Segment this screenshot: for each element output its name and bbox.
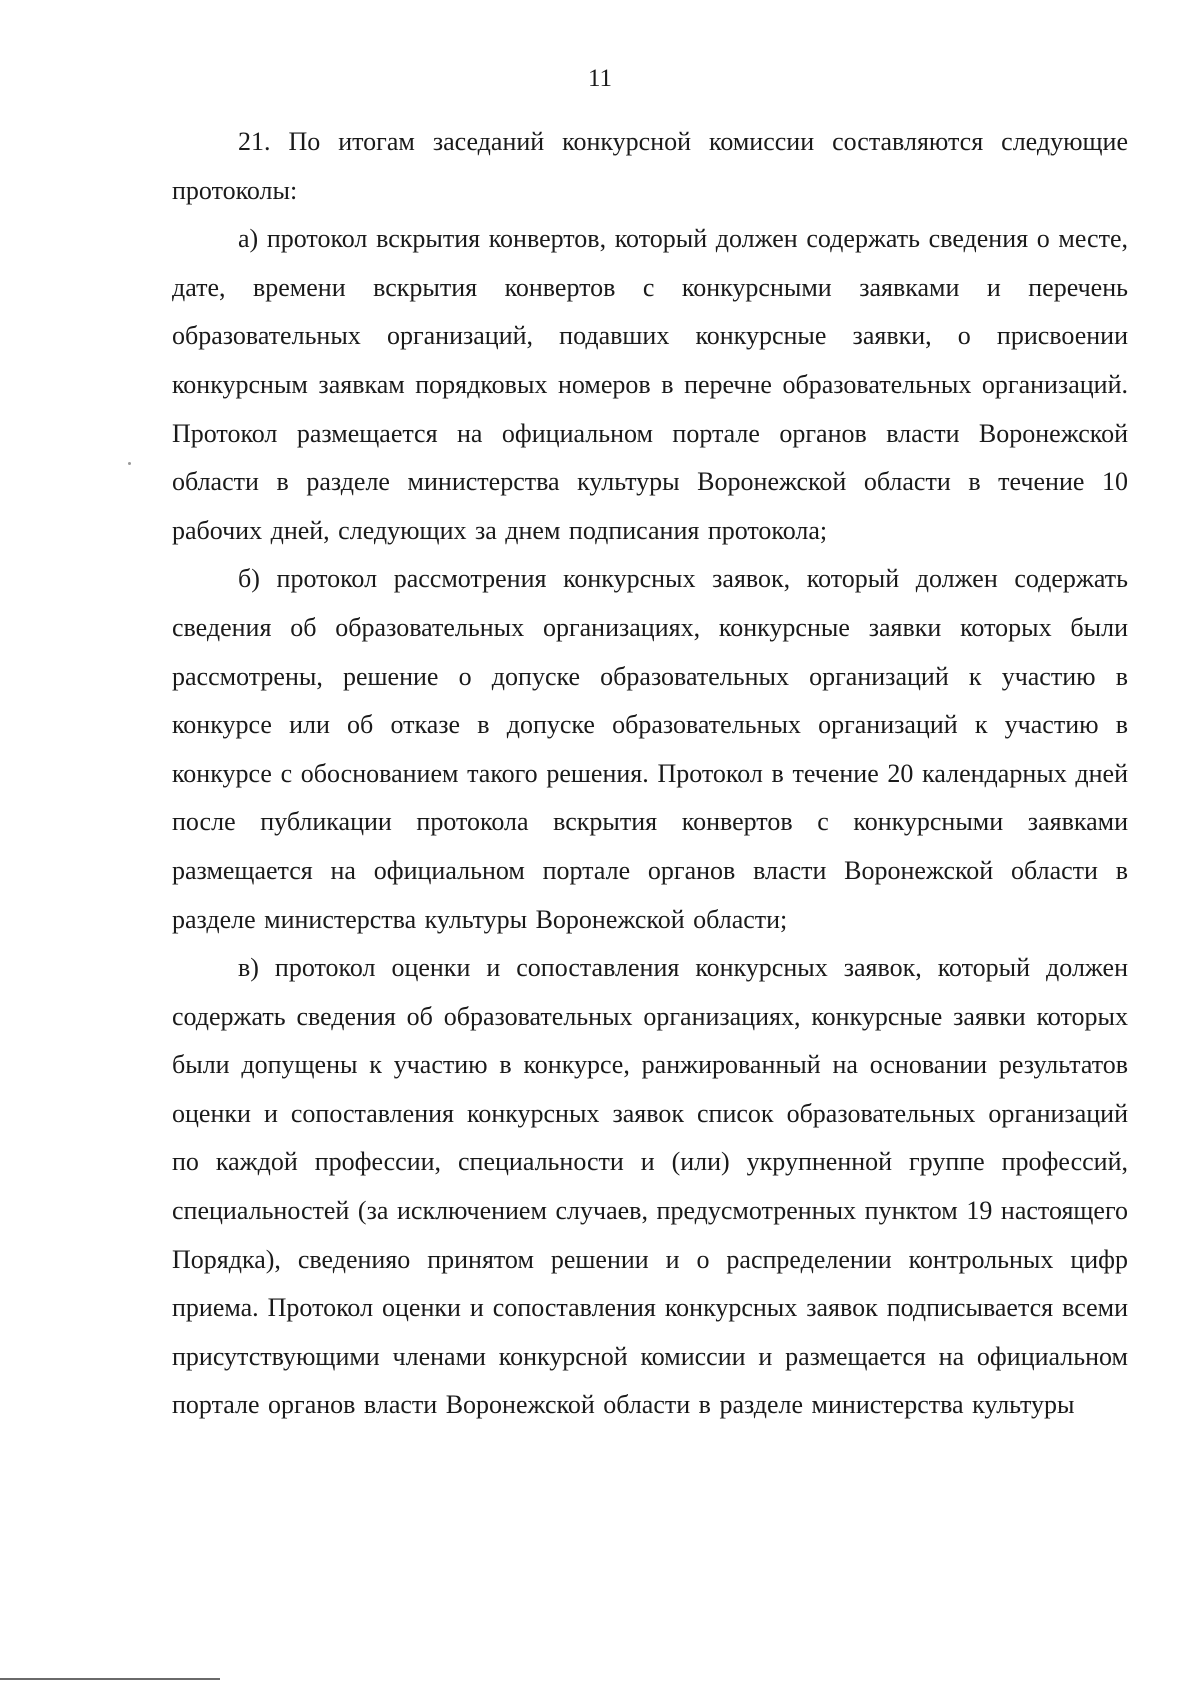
- document-body: [172, 118, 1128, 1430]
- scan-speck: [128, 462, 131, 465]
- paragraph-21-intro: 21. По итогам заседаний конкурсной комиссии составляются следующие протоколы:: [172, 127, 1128, 205]
- bottom-rule: [0, 1678, 220, 1680]
- paragraph-protocol-v: в) протокол оценки и сопоставления конкурсных заявок, который должен содержать сведения об образовательных организациях, конкурсные заявки которых были допущены к участию в конкурсе, ранжированный на основании результатов оценки и сопоставления конкурсных заявок список образовательных организаций по каждой профессии, специальности и (или) укрупненной группе профессий, специальностей (за исключением случаев, предусмотренных пунктом 19 настоящего Порядка), сведенияо принятом решении и о распределении контрольных цифр приема. Протокол оценки и сопоставления конкурсных заявок подписывается всеми присутствующими членами конкурсной комиссии и размещается на официальном портале органов власти Воронежской области в разделе министерства культуры: [172, 953, 1128, 1420]
- paragraph-protocol-b: б) протокол рассмотрения конкурсных заявок, который должен содержать сведения об образовательных организациях, конкурсные заявки которых были рассмотрены, решение о допуске образовательных организаций к участию в конкурсе или об отказе в допуске образовательных организаций к участию в конкурсе с обоснованием такого решения. Протокол в течение 20 календарных дней после публикации протокола вскрытия конвертов с конкурсными заявками размещается на официальном портале органов власти Воронежской области в разделе министерства культуры Воронежской области;: [172, 564, 1128, 934]
- paragraph-protocol-a: а) протокол вскрытия конвертов, который должен содержать сведения о месте, дате, времени вскрытия конвертов с конкурсными заявками и перечень образовательных организаций, подавших конкурсные заявки, о присвоении конкурсным заявкам порядковых номеров в перечне образовательных организаций. Протокол размещается на официальном портале органов власти Воронежской области в разделе министерства культуры Воронежской области в течение 10 рабочих дней, следующих за днем подписания протокола;: [172, 224, 1128, 545]
- page-number: 11: [587, 65, 613, 92]
